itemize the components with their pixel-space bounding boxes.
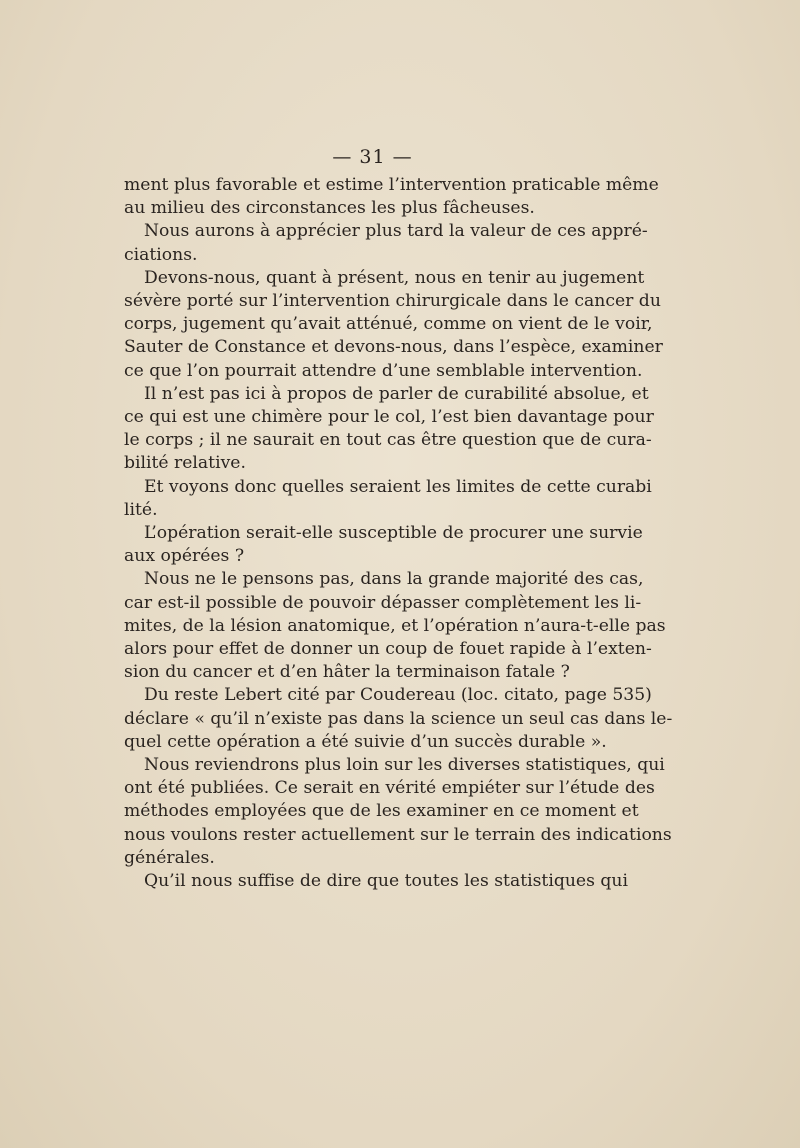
text-line: bilité relative. [124, 453, 246, 474]
paragraph [124, 522, 643, 568]
text-line: aux opérées ? [124, 546, 245, 567]
paragraph [124, 267, 663, 383]
text-line: L’opération serait-elle susceptible de procurer une survie [144, 523, 643, 544]
paragraph [124, 383, 654, 476]
text-line: Et voyons donc quelles seraient les limites de cette curabi [144, 476, 652, 497]
text-line: ciations. [124, 244, 198, 265]
text-line: méthodes employées que de les examiner en ce moment et [124, 801, 639, 822]
text-line: déclare « qu’il n’existe pas dans la science un seul cas dans le- [124, 708, 673, 729]
text-line: Il n’est pas ici à propos de parler de curabilité absolue, et [144, 383, 649, 404]
text-line: Du reste Lebert cité par Coudereau (loc. citato, page 535) [144, 685, 652, 706]
body-text [124, 174, 673, 893]
text-line: Devons-nous, quant à présent, nous en tenir au jugement [144, 267, 645, 288]
text-line: car est-il possible de pouvoir dépasser complètement les li- [124, 592, 642, 613]
text-line: quel cette opération a été suivie d’un succès durable ». [124, 731, 607, 752]
text-line: sion du cancer et d’en hâter la terminaison fatale ? [124, 662, 570, 683]
text-line: nous voulons rester actuellement sur le terrain des indications [124, 824, 672, 845]
text-line: générales. [124, 847, 215, 868]
text-line: Sauter de Constance et devons-nous, dans l’espèce, examiner [124, 337, 663, 358]
paragraph [124, 220, 648, 266]
text-line: alors pour effet de donner un coup de fouet rapide à l’exten- [124, 639, 652, 660]
text-line: ce qui est une chimère pour le col, l’est bien davantage pour [124, 407, 654, 428]
text-line: Qu’il nous suffise de dire que toutes les statistiques qui [144, 871, 628, 892]
paragraph [124, 476, 652, 522]
text-line: sévère porté sur l’intervention chirurgicale dans le cancer du [124, 291, 661, 312]
text-line: au milieu des circonstances les plus fâcheuses. [124, 198, 535, 219]
text-line: Nous ne le pensons pas, dans la grande majorité des cas, [144, 569, 644, 590]
paragraph [124, 754, 672, 870]
text-line: lité. [124, 499, 158, 520]
text-line: ont été publiées. Ce serait en vérité empiéter sur l’étude des [124, 778, 655, 799]
text-line: corps, jugement qu’avait atténué, comme on vient de le voir, [124, 314, 653, 335]
paragraph [124, 870, 628, 893]
paragraph [124, 174, 659, 220]
page-number: — 31 — [332, 146, 413, 168]
paragraph [124, 568, 666, 684]
text-line: ce que l’on pourrait attendre d’une semblable intervention. [124, 360, 643, 381]
text-line: mites, de la lésion anatomique, et l’opération n’aura-t-elle pas [124, 615, 666, 636]
text-line: Nous aurons à apprécier plus tard la valeur de ces appré- [144, 221, 648, 242]
text-line: Nous reviendrons plus loin sur les diverses statistiques, qui [144, 755, 665, 776]
paragraph [124, 684, 673, 754]
text-line: ment plus favorable et estime l’intervention praticable même [124, 175, 659, 195]
text-line: le corps ; il ne saurait en tout cas être question que de cura- [124, 430, 652, 451]
